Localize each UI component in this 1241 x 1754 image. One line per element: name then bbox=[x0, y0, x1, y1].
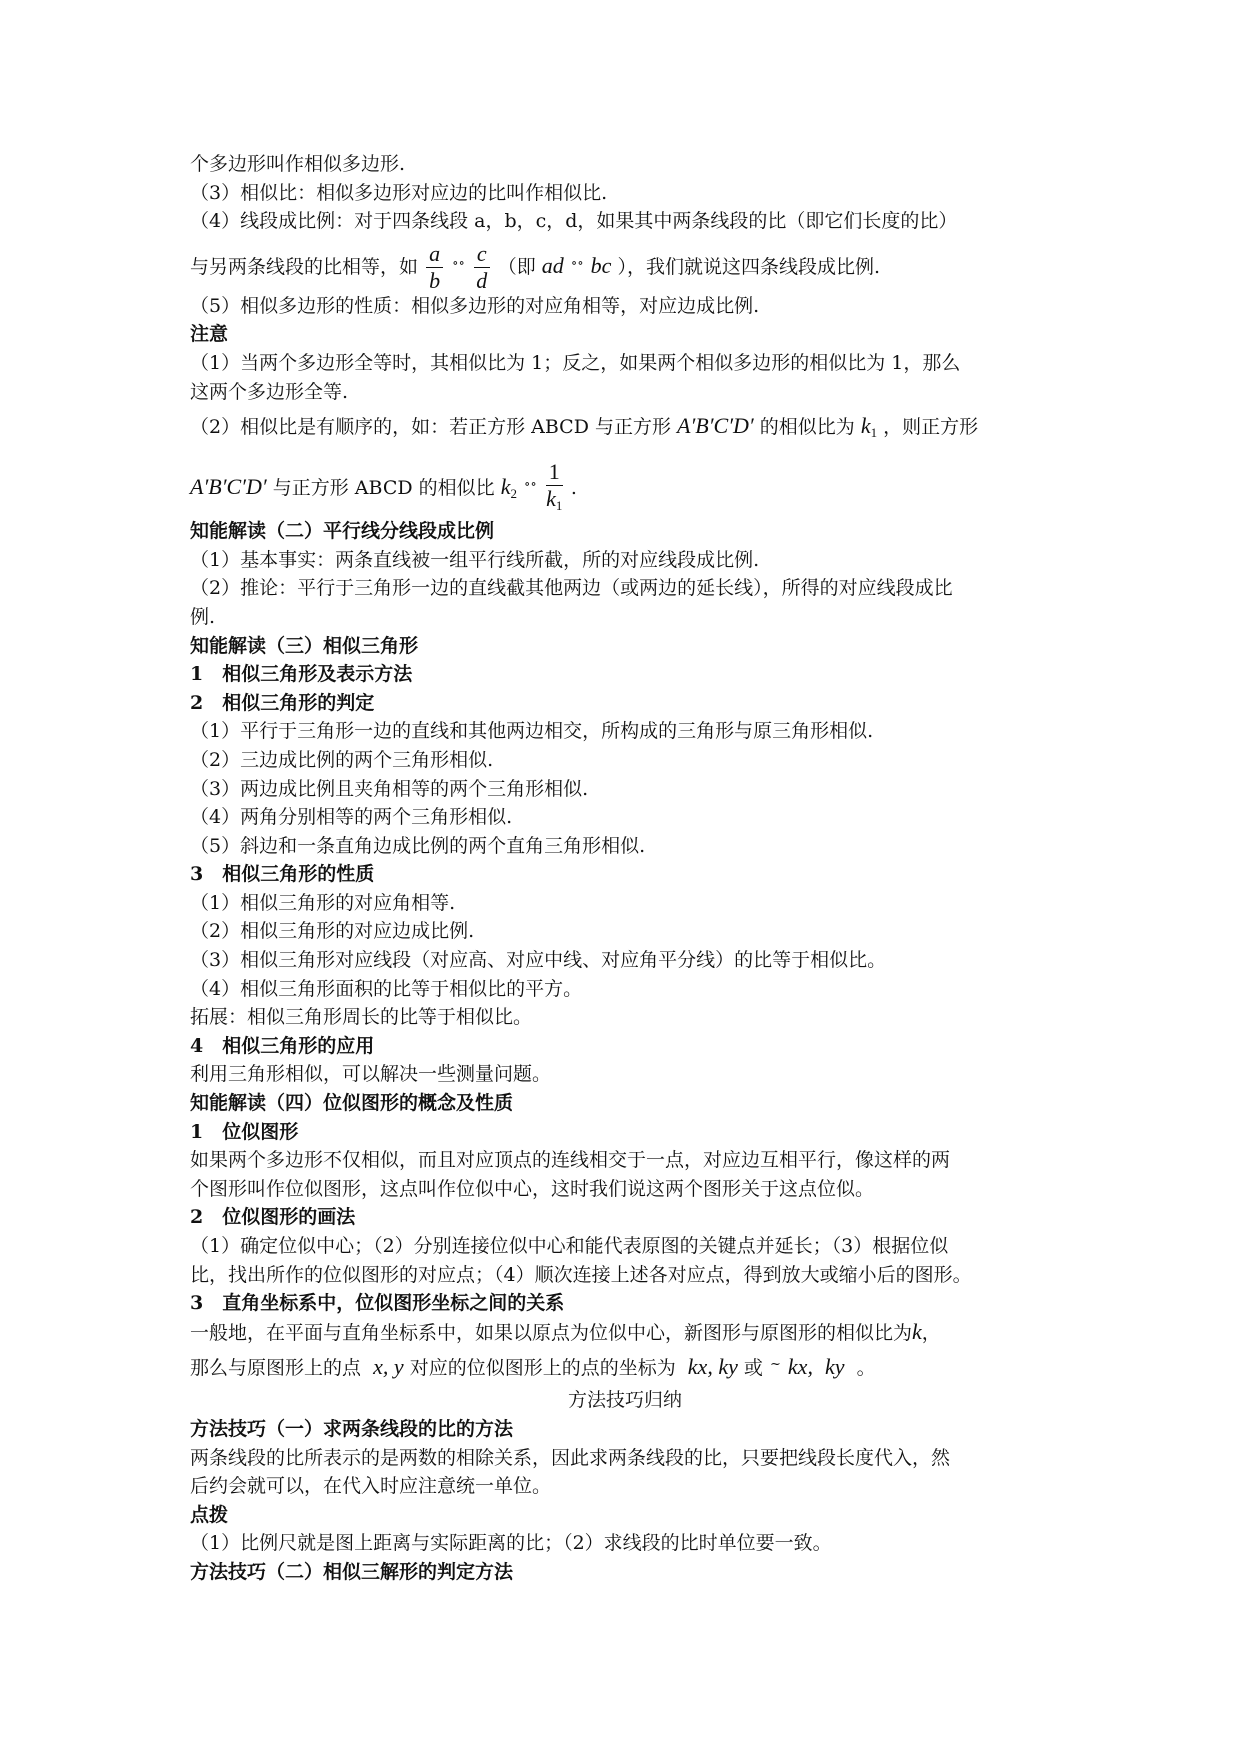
text-line: （1）确定位似中心；（2）分别连接位似中心和能代表原图的关键点并延长；（3）根据位似 bbox=[190, 1235, 949, 1257]
text-segment: 对应的位似图形上的点的坐标为 bbox=[409, 1357, 676, 1380]
text-segment: 一般地，在平面与直角坐标系中，如果以原点为位似中心，新图形与原图形的相似比为 bbox=[190, 1321, 913, 1344]
numerator: c bbox=[474, 241, 490, 268]
text-segment: （即 bbox=[497, 255, 536, 278]
math-k1 bbox=[860, 413, 878, 441]
text-line: （1）比例尺就是图上距离与实际距离的比；（2）求线段的比时单位要一致。 bbox=[190, 1532, 832, 1555]
subsection-heading: 2 位似图形的画法 bbox=[190, 1206, 356, 1229]
text-line: （2）推论：平行于三角形一边的直线截其他两边（或两边的延长线），所得的对应线段成比 bbox=[190, 577, 953, 600]
math-square-prime: A′B′C′D′ bbox=[190, 474, 267, 500]
text-segment: 的相似比为 bbox=[759, 416, 855, 439]
math-neg-ky: ky bbox=[825, 1354, 845, 1380]
subscript: 1 bbox=[870, 425, 878, 441]
text-line: 如果两个多边形不仅相似，而且对应顶点的连线相交于一点，对应边互相平行，像这样的两 bbox=[190, 1149, 951, 1172]
equals-glyph: ∘∘ bbox=[524, 477, 537, 493]
section-title: 方法技巧归纳 bbox=[567, 1389, 682, 1412]
subsection-heading: 1 位似图形 bbox=[190, 1120, 299, 1143]
text-segment: 。 bbox=[856, 1357, 876, 1380]
text-line: （1）相似三角形的对应角相等. bbox=[190, 891, 456, 914]
text-line: （3）相似三角形对应线段（对应高、对应中线、对应角平分线）的比等于相似比。 bbox=[190, 949, 887, 972]
text-segment: ， bbox=[921, 1321, 941, 1344]
math-ad: ad bbox=[541, 252, 564, 278]
equals-glyph: ∘∘ bbox=[452, 255, 465, 271]
denominator: b bbox=[429, 268, 441, 294]
text-line: 后约会就可以，在代入时应注意统一单位。 bbox=[190, 1475, 552, 1498]
text-segment: ），我们就说这四条线段成比例. bbox=[617, 255, 880, 278]
subscript: 2 bbox=[510, 486, 517, 502]
tilde-glyph: ~ bbox=[769, 1357, 781, 1373]
numerator: a bbox=[426, 241, 443, 268]
section-heading: 点拨 bbox=[190, 1503, 229, 1526]
text-segment: 与正方形 ABCD 的相似比 bbox=[272, 477, 495, 500]
section-heading: 方法技巧（一）求两条线段的比的方法 bbox=[190, 1417, 514, 1440]
text-line: （4）相似三角形面积的比等于相似比的平方。 bbox=[190, 977, 583, 1000]
text-line: （2）三边成比例的两个三角形相似. bbox=[190, 748, 494, 771]
text-line: 拓展：相似三角形周长的比等于相似比。 bbox=[190, 1006, 533, 1029]
text-segment: ，则正方形 bbox=[883, 416, 979, 439]
text-segment: . bbox=[570, 477, 577, 500]
math-k2 bbox=[500, 474, 517, 502]
subsection-heading: 2 相似三角形的判定 bbox=[190, 691, 375, 714]
text-line: （1）当两个多边形全等时，其相似比为 1；反之，如果两个相似多边形的相似比为 1，那么 bbox=[190, 351, 961, 374]
subsection-heading: 1 相似三角形及表示方法 bbox=[190, 663, 413, 686]
text-line: （3）相似比：相似多边形对应边的比叫作相似比. bbox=[190, 181, 608, 204]
text-line: （1）平行于三角形一边的直线和其他两边相交，所构成的三角形与原三角形相似. bbox=[190, 720, 874, 743]
math-neg-kx: kx, bbox=[787, 1354, 813, 1380]
section-heading: 知能解读（四）位似图形的概念及性质 bbox=[190, 1092, 514, 1115]
denominator bbox=[546, 486, 563, 519]
text-line: （4）线段成比例：对于四条线段 a，b，c，d，如果其中两条线段的比（即它们长度的比） bbox=[190, 210, 958, 233]
section-heading: 注意 bbox=[190, 323, 229, 346]
text-line: （4）两角分别相等的两个三角形相似. bbox=[190, 806, 513, 829]
math-square-prime: A′B′C′D′ bbox=[677, 413, 754, 439]
math-point-xy: x, y bbox=[373, 1354, 404, 1380]
k-letter: k bbox=[500, 474, 511, 500]
text-line: 两条线段的比所表示的是两数的相除关系，因此求两条线段的比，只要把线段长度代入，然 bbox=[190, 1446, 951, 1469]
text-line: 利用三角形相似，可以解决一些测量问题。 bbox=[190, 1063, 552, 1086]
text-line-ratio bbox=[190, 406, 1060, 453]
text-line: 例. bbox=[190, 605, 216, 628]
fraction-a-over-b bbox=[426, 241, 443, 294]
text-line-fraction bbox=[190, 453, 1060, 517]
k-letter: k bbox=[860, 413, 871, 439]
math-bc: bc bbox=[590, 252, 612, 278]
text-line: （5）斜边和一条直角边成比例的两个直角三角形相似. bbox=[190, 834, 646, 857]
fraction-one-over-k1 bbox=[546, 459, 563, 519]
subsection-heading: 3 直角坐标系中，位似图形坐标之间的关系 bbox=[190, 1292, 565, 1315]
subscript: 1 bbox=[555, 498, 563, 514]
text-line: 个多边形叫作相似多边形. bbox=[190, 153, 406, 175]
text-line: （2）相似三角形的对应边成比例. bbox=[190, 920, 475, 943]
subsection-heading: 4 相似三角形的应用 bbox=[190, 1034, 375, 1057]
equals-glyph: ∘∘ bbox=[570, 255, 584, 271]
section-heading: 知能解读（三）相似三角形 bbox=[190, 634, 419, 657]
section-heading: 方法技巧（二）相似三解形的判定方法 bbox=[190, 1560, 514, 1583]
text-line: （5）相似多边形的性质：相似多边形的对应角相等，对应边成比例. bbox=[190, 294, 760, 317]
text-segment: （2）相似比是有顺序的，如：若正方形 ABCD 与正方形 bbox=[190, 416, 671, 439]
text-line-k bbox=[190, 1318, 1060, 1348]
text-line: 这两个多边形全等. bbox=[190, 380, 349, 403]
fraction-c-over-d bbox=[474, 241, 490, 294]
denominator: d bbox=[476, 268, 488, 294]
text-line: 个图形叫作位似图形，这点叫作位似中心，这时我们说这两个图形关于这点位似。 bbox=[190, 1177, 875, 1200]
text-segment: 那么与原图形上的点 bbox=[190, 1357, 362, 1380]
subsection-heading: 3 相似三角形的性质 bbox=[190, 863, 375, 886]
text-line: 比，找出所作的位似图形的对应点；（4）顺次连接上述各对应点，得到放大或缩小后的图形。 bbox=[190, 1263, 972, 1286]
text-segment: 或 bbox=[743, 1357, 763, 1380]
numerator: 1 bbox=[546, 459, 563, 486]
document-page bbox=[190, 150, 1060, 1587]
math-k: k bbox=[912, 1318, 922, 1344]
text-line: （3）两边成比例且夹角相等的两个三角形相似. bbox=[190, 777, 589, 800]
math-kx-ky: kx, ky bbox=[687, 1354, 738, 1380]
text-line-fraction bbox=[190, 236, 1060, 292]
text-line-coords bbox=[190, 1347, 1060, 1386]
section-heading: 知能解读（二）平行线分线段成比例 bbox=[190, 520, 495, 543]
k-letter: k bbox=[546, 486, 556, 512]
text-line: （1）基本事实：两条直线被一组平行线所截，所的对应线段成比例. bbox=[190, 548, 760, 571]
text-segment: 与另两条线段的比相等，如 bbox=[190, 255, 419, 278]
